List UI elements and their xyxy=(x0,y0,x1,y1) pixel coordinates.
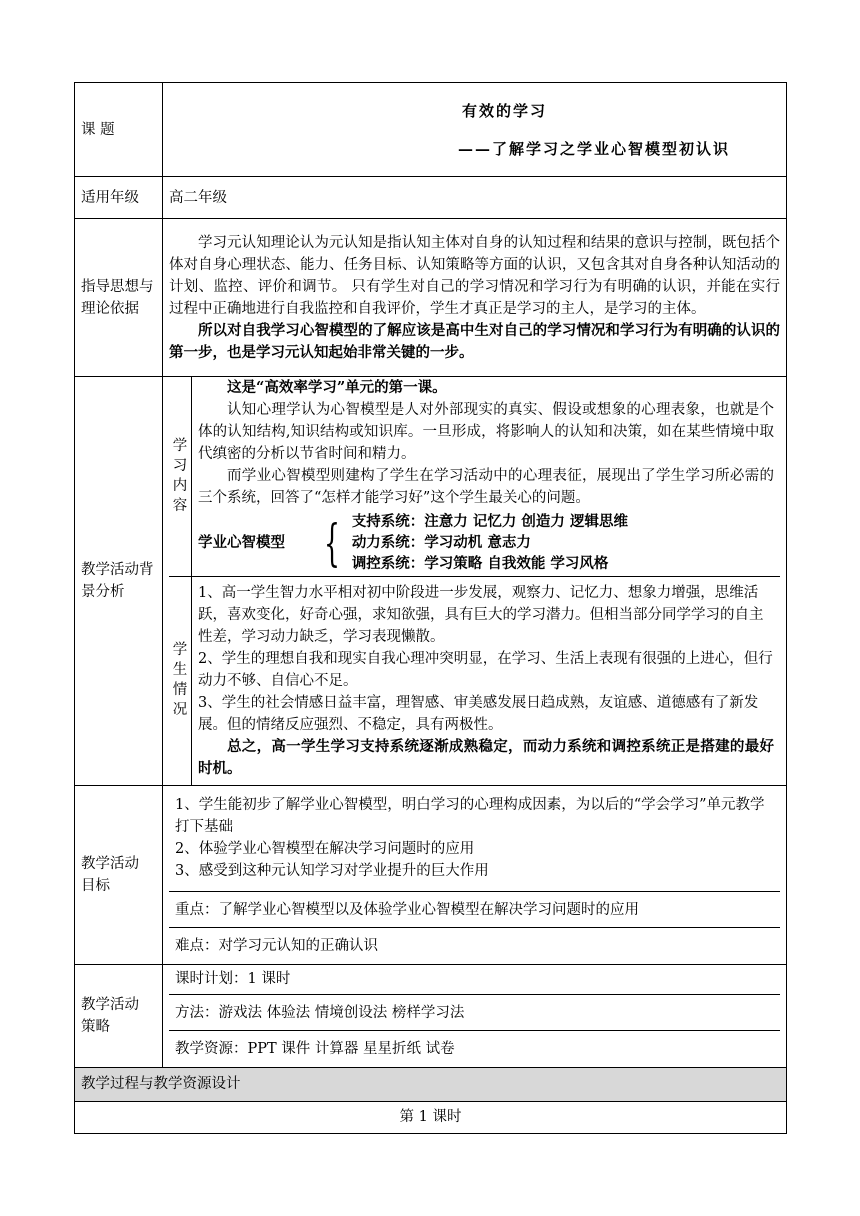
lesson-subtitle: ——了解学习之学业心智模型初认识 xyxy=(457,139,730,158)
background-label: 教学活动背景分析 xyxy=(75,377,163,786)
learning-content-row xyxy=(169,377,780,577)
guiding-conclusion: 所以对自我学习心智模型的了解应该是高中生对自己的学习情况和学习行为有明确的认识的第一步，也是学习元认知起始非常关键的一步。 xyxy=(169,321,780,361)
strategy-inner-table xyxy=(169,965,780,1067)
student-point-3: 3、学生的社会情感日益丰富，理智感、审美感发展日趋成熟，友谊感、道德感有了新发展。但的情绪反应强烈、不稳定，具有两极性。 xyxy=(198,694,759,733)
mental-model-diagram xyxy=(198,511,774,574)
background-inner-table xyxy=(169,377,780,785)
motivation-system: 动力系统：学习动机 意志力 xyxy=(351,534,531,551)
strategy-label-line1: 教学活动 xyxy=(81,996,139,1013)
content-intro: 这是“高效率学习”单元的第一课。 xyxy=(227,379,447,396)
teaching-method: 方法：游戏法 体验法 情境创设法 榜样学习法 xyxy=(169,995,780,1031)
brace-icon: { xyxy=(323,513,340,572)
content-paragraph-2: 而学业心智模型则建构了学生在学习活动中的心理表征，展现出了学生学习所必需的三个系统，回答了“怎样才能学习好”这个学生最关心的问题。 xyxy=(198,468,774,506)
grade-row xyxy=(75,177,787,219)
lesson-number: 第 1 课时 xyxy=(75,1101,787,1133)
goals-content xyxy=(163,785,787,964)
strategy-label-line2: 策略 xyxy=(81,1018,110,1035)
goals-row xyxy=(75,785,787,964)
goals-label xyxy=(75,785,163,964)
goals-label-line1: 教学活动 xyxy=(81,855,139,872)
goals-inner-table xyxy=(169,786,780,964)
method-row xyxy=(169,995,780,1031)
process-header: 教学过程与教学资源设计 xyxy=(75,1067,787,1101)
guiding-row xyxy=(75,219,787,377)
goals-list-row xyxy=(169,786,780,892)
lesson-plan: 课时计划：1 课时 xyxy=(169,965,780,995)
guiding-label xyxy=(75,219,163,377)
goals-list-cell xyxy=(169,786,780,892)
student-point-1: 1、高一学生智力水平相对初中阶段进一步发展，观察力、记忆力、想象力增强，思维活跃，喜欢变化，好奇心强，求知欲强，具有巨大的学习潜力。但相当部分同学学习的自主性差，学习动力缺乏，学习表现懒散。 xyxy=(198,584,764,645)
mental-model-systems xyxy=(352,511,628,574)
goal-2: 2、体验学业心智模型在解决学习问题时的应用 xyxy=(175,841,475,858)
support-system: 支持系统：注意力 记忆力 创造力 逻辑思维 xyxy=(351,513,628,530)
key-point-row xyxy=(169,892,780,928)
difficulty: 难点：对学习元认知的正确认识 xyxy=(175,937,378,954)
goals-label-line2: 目标 xyxy=(81,877,110,894)
resources-row xyxy=(169,1031,780,1067)
topic-row xyxy=(75,83,787,177)
guiding-label-line1: 指导思想与 xyxy=(81,278,154,295)
strategy-content xyxy=(163,964,787,1067)
background-content xyxy=(163,377,787,786)
guiding-label-line2: 理论依据 xyxy=(81,300,139,317)
lesson-title: 有效的学习 xyxy=(461,101,547,120)
grade-label: 适用年级 xyxy=(75,177,163,219)
topic-cell xyxy=(163,83,787,177)
topic-label: 课 题 xyxy=(75,83,163,177)
student-summary: 总之，高一学生学习支持系统逐渐成熟稳定，而动力系统和调控系统正是搭建的最好时机。 xyxy=(198,737,774,777)
guiding-paragraph: 学习元认知理论认为元认知是指认知主体对自身的认知过程和结果的意识与控制，既包括个体对自身心理状态、能力、任务目标、认知策略等方面的认识，又包含其对自身各种认知活动的计划、监控、评价和调节。 只有学生对自己的学习情况和学习行为有明确的认识，并能在实行过程中正确地进行自我监控和自我评价，学生才真正是学习的主人，是学习的主体。 xyxy=(169,234,780,317)
guiding-content xyxy=(163,219,787,377)
lesson-number-row xyxy=(75,1101,787,1133)
content-paragraph-1: 认知心理学认为心智模型是人对外部现实的真实、假设或想象的心理表象，也就是个体的认知结构,知识结构或知识库。一旦形成，将影响人的认知和决策，如在某些情境中取代缜密的分析以节省时间和精力。 xyxy=(198,402,774,462)
regulation-system: 调控系统：学习策略 自我效能 学习风格 xyxy=(351,555,609,572)
grade-value: 高二年级 xyxy=(163,177,787,219)
background-row xyxy=(75,377,787,786)
goal-1: 1、学生能初步了解学业心智模型，明白学习的心理构成因素，为以后的“学会学习”单元教学打下基础 xyxy=(175,797,765,836)
lesson-plan-table xyxy=(74,82,787,1134)
strategy-label xyxy=(75,964,163,1067)
plan-row xyxy=(169,965,780,995)
mental-model-name: 学业心智模型 xyxy=(198,533,285,551)
goal-3: 3、感受到这种元认知学习对学业提升的巨大作用 xyxy=(175,863,489,880)
student-situation-label: 学生情况 xyxy=(169,577,192,785)
difficulty-row xyxy=(169,928,780,964)
learning-content-label: 学习内容 xyxy=(169,377,192,577)
key-point: 重点：了解学业心智模型以及体验学业心智模型在解决学习问题时的应用 xyxy=(169,892,780,928)
process-header-row xyxy=(75,1067,787,1101)
strategy-row xyxy=(75,964,787,1067)
student-situation-cell xyxy=(192,577,781,785)
student-point-2: 2、学生的理想自我和现实自我心理冲突明显，在学习、生活上表现有很强的上进心，但行动力不够、自信心不足。 xyxy=(198,650,773,689)
teaching-resources: 教学资源：PPT 课件 计算器 星星折纸 试卷 xyxy=(175,1040,455,1057)
student-situation-row xyxy=(169,577,780,785)
learning-content-cell xyxy=(192,377,781,577)
